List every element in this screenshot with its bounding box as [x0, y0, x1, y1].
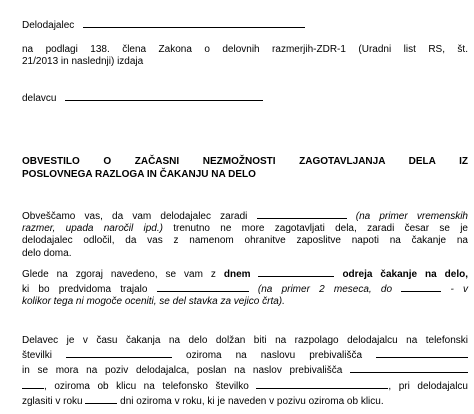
legal-basis-line-1: na podlagi 138. člena Zakona o delovnih razmerjih-ZDR-1 (Uradni list RS, št.	[22, 44, 468, 55]
worker-label: delavcu	[22, 93, 57, 104]
para1-line-3: delodajalec odločil, da vas z namenom ohranitve zaposlitve napoti na čakanje na	[22, 235, 468, 247]
legal-basis-line-2: 21/2013 in naslednji) izdaja	[22, 56, 144, 68]
reason-field[interactable]	[257, 208, 347, 219]
employer-field[interactable]	[83, 17, 305, 28]
para3-line-2: številki oziroma na naslovu prebivališča	[22, 347, 468, 362]
summons-address-field[interactable]	[350, 362, 468, 373]
phone-field[interactable]	[66, 347, 172, 358]
title-line-1: OBVESTILO O ZAČASNI NEZMOŽNOSTI ZAGOTAVLJANJA DELA IZ	[22, 156, 468, 167]
paragraph-reason	[22, 208, 468, 260]
para1-line-2: razmer, upada naročil ipd.) trenutno ne more zagotavljati dela, zaradi česar se je	[22, 223, 468, 235]
callback-field[interactable]	[22, 378, 44, 389]
worker-line	[22, 90, 263, 105]
legal-basis	[22, 44, 468, 68]
paragraph-availability	[22, 335, 468, 408]
worker-field[interactable]	[65, 90, 263, 101]
employer-label: Delodajalec	[22, 20, 75, 31]
para3-line-3: in se mora na poziv delodajalca, poslan na naslov prebivališča	[22, 362, 468, 377]
paragraph-waiting	[22, 266, 468, 309]
start-date-field[interactable]	[258, 266, 334, 277]
employer-line	[22, 17, 305, 32]
para3-line-1: Delavec je v času čakanja na delo dolžan biti na razpolago delodajalcu na telefonski	[22, 335, 468, 346]
duration-field[interactable]	[157, 281, 249, 292]
para1-line-4: delo doma.	[22, 247, 72, 259]
para3-line-5: zglasiti v roku dni oziroma v roku, ki je naveden v pozivu oziroma ob klicu.	[22, 393, 468, 408]
end-date-field[interactable]	[401, 281, 441, 292]
para3-line-4: , oziroma ob klicu na telefonsko številko , pri delodajalcu	[22, 378, 468, 393]
para2-line-1: Glede na zgoraj navedeno, se vam z dnem odreja čakanje na delo,	[22, 266, 468, 281]
para1-line-1: Obveščamo vas, da vam delodajalec zaradi (na primer vremenskih	[22, 208, 468, 223]
days-field[interactable]	[85, 393, 117, 404]
title-line-2: POSLOVNEGA RAZLOGA IN ČAKANJU NA DELO	[22, 169, 256, 180]
address-field[interactable]	[376, 347, 468, 358]
document-title	[22, 155, 468, 181]
para2-line-2: ki bo predvidoma trajalo (na primer 2 meseca, do - v	[22, 281, 468, 296]
callback-phone-field[interactable]	[256, 378, 388, 389]
para2-line-3: kolikor tega ni mogoče oceniti, se del stavka za vejico črta).	[22, 296, 285, 308]
